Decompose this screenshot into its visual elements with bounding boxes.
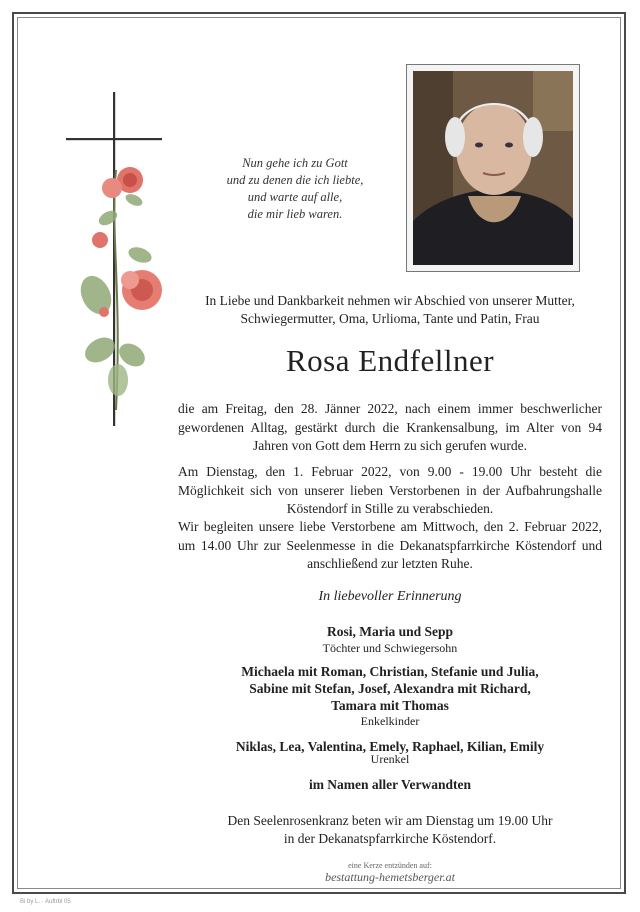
print-code: Bi by L. · Auftrbl 05 xyxy=(20,899,71,905)
verse-line: die mir lieb waren. xyxy=(247,207,343,221)
cross-with-roses-icon xyxy=(60,90,180,430)
rosary-line: in der Dekanatspfarrkirche Köstendorf. xyxy=(283,831,497,846)
intro-line: Schwiegermutter, Oma, Urlioma, Tante und Patin, Frau xyxy=(240,311,540,326)
grandchildren-line: Sabine mit Stefan, Josef, Alexandra mit Richard, xyxy=(249,681,531,696)
verse-line: und warte auf alle, xyxy=(247,190,343,204)
great-grandchildren-names: Niklas, Lea, Valentina, Emely, Raphael, Kilian, Emily xyxy=(235,739,545,754)
grandchildren-line: Michaela mit Roman, Christian, Stefanie und Julia, xyxy=(241,664,539,679)
rosary-text xyxy=(178,812,602,848)
funeral-paragraph: Wir begleiten unsere liebe Verstorbene am Mittwoch, den 2. Februar 2022, um 14.00 Uhr zur Seelenmesse in die Dekanatspfarrkirche Köstendorf und anschließend zur letzten Ruhe. xyxy=(178,519,602,571)
great-grandchildren-relation: Urenkel xyxy=(370,752,410,766)
portrait-image-icon xyxy=(413,71,573,265)
grandchildren-line: Tamara mit Thomas xyxy=(331,698,449,713)
deceased-name: Rosa Endfellner xyxy=(285,343,495,378)
intro-line: In Liebe und Dankbarkeit nehmen wir Abschied von unserer Mutter, xyxy=(205,293,575,308)
relatives-line: im Namen aller Verwandten xyxy=(308,777,472,792)
rosary-line: Den Seelenrosenkranz beten wir am Dienstag um 19.00 Uhr xyxy=(227,813,553,828)
footer-url[interactable]: bestattung-hemetsberger.at xyxy=(325,870,455,884)
verse-line: und zu denen die ich liebte, xyxy=(226,173,364,187)
death-paragraph: die am Freitag, den 28. Jänner 2022, nach einem immer beschwerlicher gewordenen Alltag, gestärkt durch die Krankensalbung, im Alter von 94 Jahren von Gott dem Herrn zu sich gerufen wurde. xyxy=(178,401,602,453)
portrait-photo xyxy=(413,71,573,265)
grandchildren-names xyxy=(160,663,620,714)
verse-line: Nun gehe ich zu Gott xyxy=(242,156,348,170)
children-relation: Töchter und Schwiegersohn xyxy=(322,641,458,655)
portrait-frame xyxy=(406,64,580,272)
candle-text: eine Kerze entzünden auf: xyxy=(348,861,432,870)
memory-heading: In liebevoller Erinnerung xyxy=(318,589,462,604)
intro-text xyxy=(160,292,620,328)
children-names: Rosi, Maria und Sepp xyxy=(326,624,454,639)
viewing-paragraph: Am Dienstag, den 1. Februar 2022, von 9.00 - 19.00 Uhr besteht die Möglichkeit sich von unserer lieben Verstorbenen in der Aufbahrungshalle Köstendorf in Stille zu verabschieden. xyxy=(178,464,602,516)
grandchildren-relation: Enkelkinder xyxy=(360,714,420,728)
verse-block xyxy=(205,155,385,223)
